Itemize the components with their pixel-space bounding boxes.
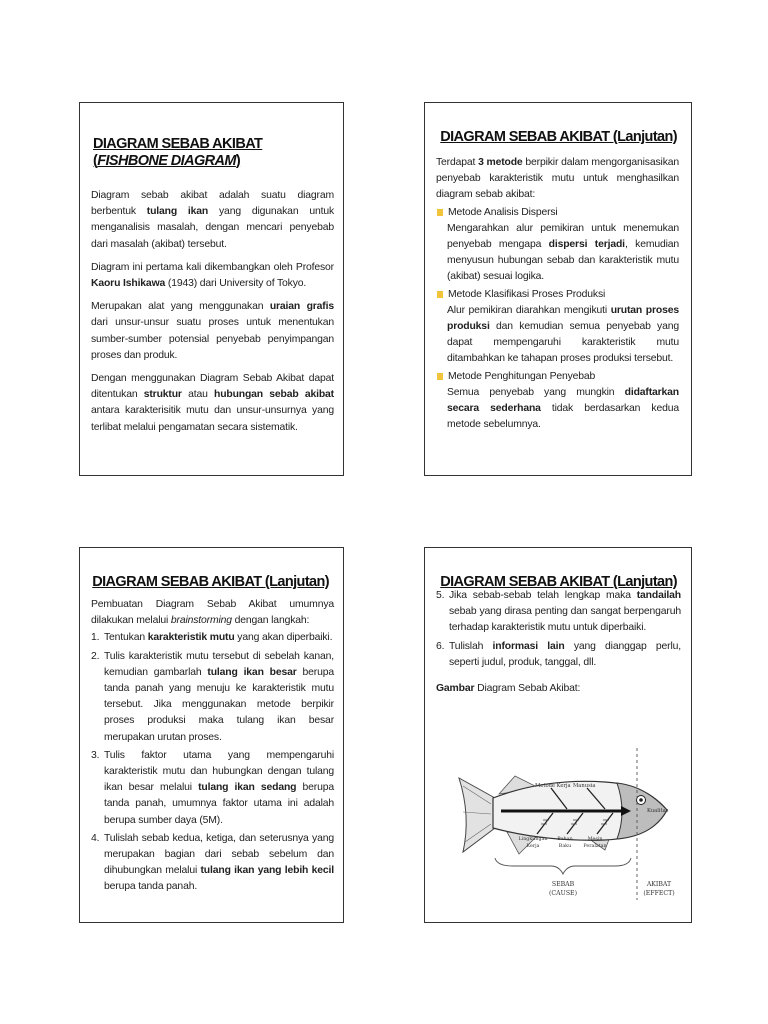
bullet-square-icon [437, 373, 443, 380]
method-description: Mengarahkan alur pemikiran untuk menemukan penyebab mengapa dispersi terjadi, kemudian menyusun hubungan sebab dan karakteristik mutu (akibat) sesuai logika. [447, 222, 679, 283]
slide-title: DIAGRAM SEBAB AKIBAT (Lanjutan) [440, 129, 677, 145]
slide-body [436, 155, 679, 440]
label-metode-kerja: Metode Kerja [535, 783, 571, 789]
slide-title [93, 136, 333, 170]
label-akibat: AKIBAT [646, 881, 672, 888]
bullet-square-icon [437, 291, 443, 298]
fishbone-illustration [455, 742, 681, 902]
method-item [436, 205, 679, 221]
list-item: 1. Tentukan karakteristik mutu yang akan diperbaiki. [91, 632, 333, 644]
paragraph: Pembuatan Diagram Sebab Akibat umumnya dilakukan melalui brainstorming dengan langkah: [91, 599, 334, 627]
method-description: Semua penyebab yang mungkin didaftarkan secara sederhana tidak berdasarkan kedua metode sebelumnya. [447, 386, 679, 431]
method-description: Alur pemikiran diarahkan mengikuti urutan proses produksi dan kemudian semua penyebab yang dapat mempengaruhi karakteristik mutu ditambahkan ke tahapan proses produksi tersebut. [447, 304, 679, 365]
list-item: 5. Jika sebab-sebab telah lengkap maka tandailah sebab yang dirasa penting dan sangat berpengaruh terhadap karakteristik mutu untuk diperbaiki. [436, 590, 681, 634]
paragraph: Dengan menggunakan Diagram Sebab Akibat dapat ditentukan struktur atau hubungan sebab akibat antara karakterisitik mutu dan unsur-unsurnya yang terlibat melalui pengamatan secara sistematik. [91, 373, 334, 433]
label-manusia: Manusia [573, 783, 596, 789]
list-item: 2. Tulis karakteristik mutu tersebut di sebelah kanan, kemudian gambarlah tulang ikan besar berupa tanda panah yang menuju ke karakteristik mutu tersebut. Jika menggunakan metode berpikir proses produksi maka tulang ikan besar merupakan urutan proses. [91, 650, 334, 743]
paragraph: Merupakan alat yang menggunakan uraian grafis dari unsur-unsur suatu proses untuk menentukan sumber-sumber potensial penyebab penyimpangan proses dan produk. [91, 301, 334, 361]
label-mesin-peralatan: Peralatan [583, 844, 607, 849]
paragraph: Diagram ini pertama kali dikembangkan oleh Profesor Kaoru Ishikawa (1943) dari University of Tokyo. [91, 261, 334, 290]
bullet-square-icon [437, 209, 443, 216]
label-bahan: Bahan [557, 837, 573, 842]
label-lingkungan-kerja: Kerja [526, 844, 540, 849]
slide-body [91, 597, 334, 898]
slide-steps-1-4 [79, 547, 344, 923]
method-title: Metode Analisis Dispersi [448, 206, 558, 218]
list-item: 6. Tulislah informasi lain yang dianggap perlu, seperti judul, produk, tanggal, dll. [436, 640, 681, 668]
fishbone-figure [455, 742, 681, 902]
label-kualitas: Kualitas [647, 808, 669, 814]
label-bahan-baku: Baku [558, 844, 572, 849]
title-part: ) [235, 153, 241, 169]
method-title: Metode Penghitungan Penyebab [448, 370, 596, 382]
step-list [436, 588, 681, 671]
slide-steps-5-6 [424, 547, 692, 923]
slide-title: DIAGRAM SEBAB AKIBAT (Lanjutan) [92, 574, 329, 590]
title-italic: FISHBONE DIAGRAM [97, 153, 236, 169]
label-lingkungan: Lingkungan [518, 837, 548, 842]
label-sebab: SEBAB [551, 881, 575, 888]
label-effect: (EFFECT) [643, 890, 675, 897]
slide-title: DIAGRAM SEBAB AKIBAT (Lanjutan) [440, 574, 677, 590]
title-part: DIAGRAM SEBAB AKIBAT ( [93, 136, 263, 169]
label-cause: (CAUSE) [548, 890, 578, 897]
list-item: 3. Tulis faktor utama yang mempengaruhi karakteristik mutu dan hubungkan dengan tulang ikan besar melalui tulang ikan sedang berupa tanda panah, umumnya faktor utama ini adalah berupa sumber daya (5M). [91, 749, 334, 826]
method-item [436, 287, 679, 303]
slide-body [91, 188, 334, 443]
label-mesin: Mesin [587, 837, 603, 842]
figure-caption: Gambar Diagram Sebab Akibat: [436, 683, 581, 695]
list-item: 4. Tulislah sebab kedua, ketiga, dan seterusnya yang merupakan bagian dari sebab sebelum dan dihubungkan melalui tulang ikan yang lebih kecil berupa tanda panah. [91, 832, 334, 893]
slide-three-methods [424, 102, 692, 476]
slide-body [436, 588, 681, 704]
paragraph: Terdapat 3 metode berpikir dalam mengorganisasikan penyebab karakteristik mutu untuk menghasilkan diagram sebab akibat: [436, 157, 679, 201]
slide-fishbone-intro [79, 102, 344, 476]
fish-tail-icon [459, 778, 495, 852]
step-list [91, 630, 334, 895]
method-item [436, 369, 679, 385]
method-title: Metode Klasifikasi Proses Produksi [448, 288, 606, 300]
paragraph: Diagram sebab akibat adalah suatu diagram berbentuk tulang ikan yang digunakan untuk menganalisis masalah, dengan mencari penyebab dari masalah (akibat) tersebut. [91, 190, 335, 250]
